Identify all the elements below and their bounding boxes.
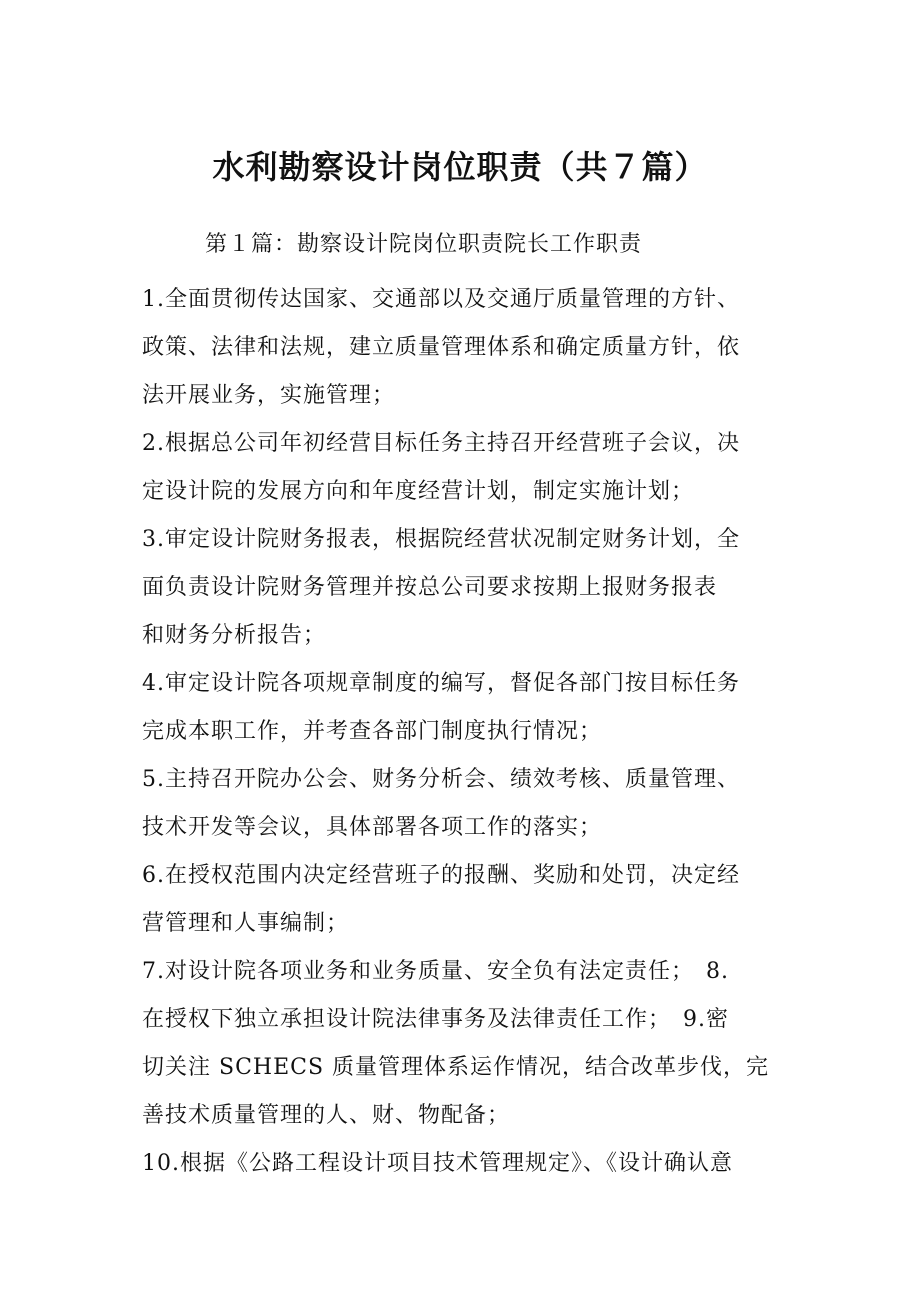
text-line: 面负责设计院财务管理并按总公司要求按期上报财务报表 [142, 575, 718, 600]
text-line: 法开展业务，实施管理； [142, 383, 396, 408]
text-line: 善技术质量管理的人、财、物配备； [142, 1103, 511, 1128]
text-line: 定设计院的发展方向和年度经营计划，制定实施计划； [142, 479, 695, 504]
text-line: 7.对设计院各项业务和业务质量、安全负有法定责任； 8. [142, 959, 729, 984]
text-line: 2.根据总公司年初经营目标任务主持召开经营班子会议，决 [142, 431, 740, 456]
text-line: 10.根据《公路工程设计项目技术管理规定》、《设计确认意 [142, 1151, 733, 1176]
text-line: 切关注 SCHECS 质量管理体系运作情况，结合改革步伐，完 [142, 1055, 770, 1080]
text-line: 1.全面贯彻传达国家、交通部以及交通厅质量管理的方针、 [142, 287, 740, 312]
document-body [142, 276, 792, 1188]
text-line: 技术开发等会议，具体部署各项工作的落实； [142, 815, 603, 840]
text-line: 在授权下独立承担设计院法律事务及法律责任工作； 9.密 [142, 1007, 729, 1032]
section-heading: 第１篇：勘察设计院岗位职责院长工作职责 [205, 232, 643, 257]
text-line: 5.主持召开院办公会、财务分析会、绩效考核、质量管理、 [142, 767, 740, 792]
text-line: 4.审定设计院各项规章制度的编写，督促各部门按目标任务 [142, 671, 740, 696]
text-line: 6.在授权范围内决定经营班子的报酬、奖励和处罚，决定经 [142, 863, 740, 888]
text-line: 营管理和人事编制； [142, 911, 350, 936]
text-line: 完成本职工作，并考查各部门制度执行情况； [142, 719, 603, 744]
text-line: 和财务分析报告； [142, 623, 327, 648]
document-title: 水利勘察设计岗位职责（共７篇） [212, 148, 708, 186]
text-line: 政策、法律和法规，建立质量管理体系和确定质量方针，依 [142, 335, 741, 360]
text-line: 3.审定设计院财务报表，根据院经营状况制定财务计划，全 [142, 527, 740, 552]
